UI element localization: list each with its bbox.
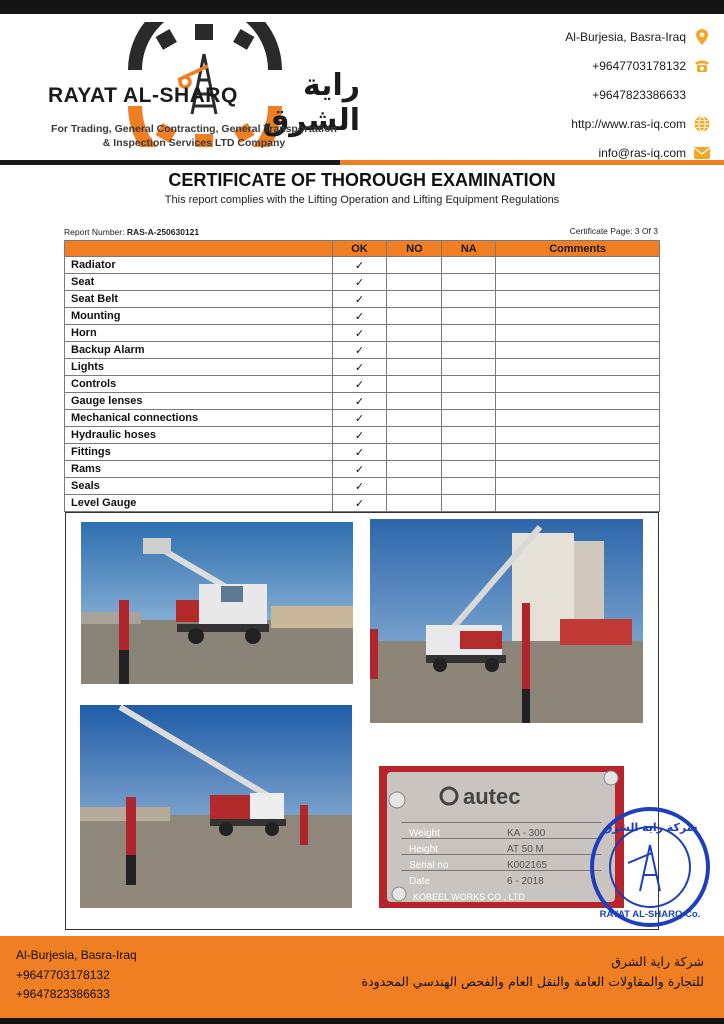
top-bar [0, 0, 724, 14]
page-title: CERTIFICATE OF THOROUGH EXAMINATION [168, 170, 556, 190]
row-ok-cell [332, 478, 387, 495]
table-row [65, 325, 660, 342]
table-header-row [65, 241, 660, 257]
row-no-cell [387, 376, 442, 393]
row-no-cell [387, 461, 442, 478]
row-item-label: Level Gauge [65, 495, 333, 512]
row-no-cell [387, 393, 442, 410]
row-no-cell [387, 495, 442, 512]
row-no-cell [387, 274, 442, 291]
check-mark-icon: ✓ [354, 327, 365, 340]
contact-block [510, 22, 710, 167]
row-comments-cell [496, 478, 660, 495]
check-mark-icon: ✓ [354, 259, 365, 272]
report-number-value: RAS-A-250630121 [126, 227, 200, 237]
footer-ar-line-2: للتجارة والمقاولات العامة والنقل العام والفحص الهندسي المحدودة [361, 974, 704, 989]
stamp-text-top: شركة راية الشرق [602, 821, 698, 834]
phone-icon [694, 58, 710, 74]
nameplate-label-2: Serial no [409, 860, 449, 871]
table-row [65, 478, 660, 495]
check-mark-icon: ✓ [354, 446, 365, 459]
row-item-label: Fittings [65, 444, 333, 461]
table-row [65, 274, 660, 291]
nameplate-value-3: 6 - 2018 [507, 876, 544, 887]
row-ok-cell [332, 495, 387, 512]
nameplate-maker: KOBEEL WORKS CO., LTD [413, 892, 526, 902]
header-divider [0, 160, 724, 165]
contact-address-text: Al-Burjesia, Basra-Iraq [565, 29, 686, 44]
table-row [65, 257, 660, 274]
check-mark-icon: ✓ [354, 378, 365, 391]
stamp-text-bottom: RAYAT AL-SHARQ Co. [599, 909, 701, 920]
company-stamp [580, 799, 720, 929]
header-comments: Comments [496, 241, 660, 257]
footer-address: Al-Burjesia, Basra-Iraq [16, 948, 137, 962]
contact-phone-1-text[interactable]: +9647703178132 [592, 58, 686, 73]
row-ok-cell [332, 427, 387, 444]
row-item-label: Mounting [65, 308, 333, 325]
row-no-cell [387, 478, 442, 495]
check-mark-icon: ✓ [354, 344, 365, 357]
row-na-cell [442, 427, 496, 444]
row-na-cell [442, 257, 496, 274]
row-item-label: Seat Belt [65, 291, 333, 308]
row-na-cell [442, 325, 496, 342]
row-ok-cell [332, 257, 387, 274]
row-na-cell [442, 444, 496, 461]
contact-phone-2[interactable] [510, 80, 710, 109]
table-row [65, 308, 660, 325]
row-item-label: Rams [65, 461, 333, 478]
table-row [65, 495, 660, 512]
row-ok-cell [332, 461, 387, 478]
check-mark-icon: ✓ [354, 412, 365, 425]
row-item-label: Lights [65, 359, 333, 376]
row-na-cell [442, 291, 496, 308]
row-no-cell [387, 308, 442, 325]
row-ok-cell [332, 342, 387, 359]
row-comments-cell [496, 274, 660, 291]
report-number [64, 227, 199, 237]
row-ok-cell [332, 359, 387, 376]
mail-icon [694, 145, 710, 161]
row-comments-cell [496, 257, 660, 274]
photo-truck-crane-front [81, 522, 353, 684]
page-subtitle: This report complies with the Lifting Operation and Lifting Equipment Regulations [164, 194, 560, 206]
row-comments-cell [496, 359, 660, 376]
contact-address [510, 22, 710, 51]
row-ok-cell [332, 393, 387, 410]
row-no-cell [387, 342, 442, 359]
check-mark-icon: ✓ [354, 310, 365, 323]
header-na: NA [442, 241, 496, 257]
photo-truck-crane-side [370, 519, 643, 723]
table-row [65, 342, 660, 359]
report-number-label: Report Number: [64, 227, 125, 237]
stamp-derrick-icon [628, 845, 660, 891]
row-item-label: Gauge lenses [65, 393, 333, 410]
row-ok-cell [332, 410, 387, 427]
row-ok-cell [332, 444, 387, 461]
location-pin-icon [694, 29, 710, 45]
nameplate-value-2: K002165 [507, 860, 548, 871]
check-mark-icon: ✓ [354, 480, 365, 493]
row-no-cell [387, 257, 442, 274]
row-no-cell [387, 427, 442, 444]
row-item-label: Seat [65, 274, 333, 291]
row-item-label: Backup Alarm [65, 342, 333, 359]
contact-website[interactable] [510, 109, 710, 138]
row-comments-cell [496, 308, 660, 325]
footer-contact [16, 946, 137, 1005]
row-na-cell [442, 495, 496, 512]
company-tagline [0, 122, 388, 150]
tagline-line-1: For Trading, General Contracting, General Transportation [51, 123, 337, 135]
table-row [65, 410, 660, 427]
row-item-label: Horn [65, 325, 333, 342]
row-comments-cell [496, 444, 660, 461]
row-comments-cell [496, 495, 660, 512]
footer-phone-2[interactable]: +9647823386633 [16, 987, 110, 1001]
row-ok-cell [332, 308, 387, 325]
check-mark-icon: ✓ [354, 276, 365, 289]
row-na-cell [442, 274, 496, 291]
row-item-label: Hydraulic hoses [65, 427, 333, 444]
row-na-cell [442, 393, 496, 410]
row-comments-cell [496, 325, 660, 342]
check-mark-icon: ✓ [354, 361, 365, 374]
row-comments-cell [496, 410, 660, 427]
row-ok-cell [332, 376, 387, 393]
row-na-cell [442, 308, 496, 325]
row-no-cell [387, 291, 442, 308]
row-comments-cell [496, 291, 660, 308]
bottom-bar [0, 1018, 724, 1024]
row-item-label: Controls [65, 376, 333, 393]
check-mark-icon: ✓ [354, 429, 365, 442]
check-mark-icon: ✓ [354, 293, 365, 306]
company-name-ar: راية الشرق [262, 68, 360, 138]
photo-panel [65, 512, 701, 930]
contact-website-text[interactable]: http://www.ras-iq.com [571, 116, 686, 131]
row-na-cell [442, 410, 496, 427]
contact-phone-1[interactable] [510, 51, 710, 80]
contact-email-text[interactable]: info@ras-iq.com [598, 145, 686, 160]
row-comments-cell [496, 461, 660, 478]
check-mark-icon: ✓ [354, 395, 365, 408]
checklist-body [65, 257, 660, 512]
row-comments-cell [496, 427, 660, 444]
photo-crane-boom-extended [80, 705, 352, 908]
nameplate-label-0: Weight [409, 828, 440, 839]
row-na-cell [442, 342, 496, 359]
row-na-cell [442, 376, 496, 393]
row-na-cell [442, 478, 496, 495]
tagline-line-2: & Inspection Services LTD Company [102, 137, 286, 149]
footer-arabic-name [362, 952, 704, 992]
nameplate-brand: autec [463, 784, 521, 809]
row-no-cell [387, 410, 442, 427]
row-item-label: Seals [65, 478, 333, 495]
table-row [65, 291, 660, 308]
table-row [65, 359, 660, 376]
header-ok: OK [332, 241, 387, 257]
row-comments-cell [496, 393, 660, 410]
company-name-en: RAYAT AL-SHARQ [48, 84, 238, 107]
checklist-table [64, 240, 660, 512]
check-mark-icon: ✓ [354, 463, 365, 476]
row-no-cell [387, 444, 442, 461]
nameplate-label-3: Date [409, 876, 431, 887]
table-row [65, 393, 660, 410]
nameplate-label-1: Height [409, 844, 438, 855]
nameplate-value-1: AT 50 M [507, 844, 544, 855]
row-comments-cell [496, 342, 660, 359]
table-row [65, 376, 660, 393]
row-comments-cell [496, 376, 660, 393]
row-item-label: Radiator [65, 257, 333, 274]
table-row [65, 427, 660, 444]
row-no-cell [387, 325, 442, 342]
header-no: NO [387, 241, 442, 257]
row-item-label: Mechanical connections [65, 410, 333, 427]
row-no-cell [387, 359, 442, 376]
certificate-page: Certificate Page: 3 Of 3 [569, 226, 658, 236]
row-ok-cell [332, 325, 387, 342]
nameplate-value-0: KA - 300 [507, 828, 546, 839]
footer-ar-line-1: شركة راية الشرق [611, 954, 704, 969]
check-mark-icon: ✓ [354, 497, 365, 510]
table-row [65, 461, 660, 478]
page-footer [0, 936, 724, 1018]
footer-phone-1[interactable]: +9647703178132 [16, 967, 110, 982]
table-row [65, 444, 660, 461]
row-ok-cell [332, 291, 387, 308]
row-na-cell [442, 359, 496, 376]
globe-icon [694, 116, 710, 132]
row-ok-cell [332, 274, 387, 291]
row-na-cell [442, 461, 496, 478]
contact-phone-2-text[interactable]: +9647823386633 [592, 87, 686, 102]
header-item [65, 241, 333, 257]
